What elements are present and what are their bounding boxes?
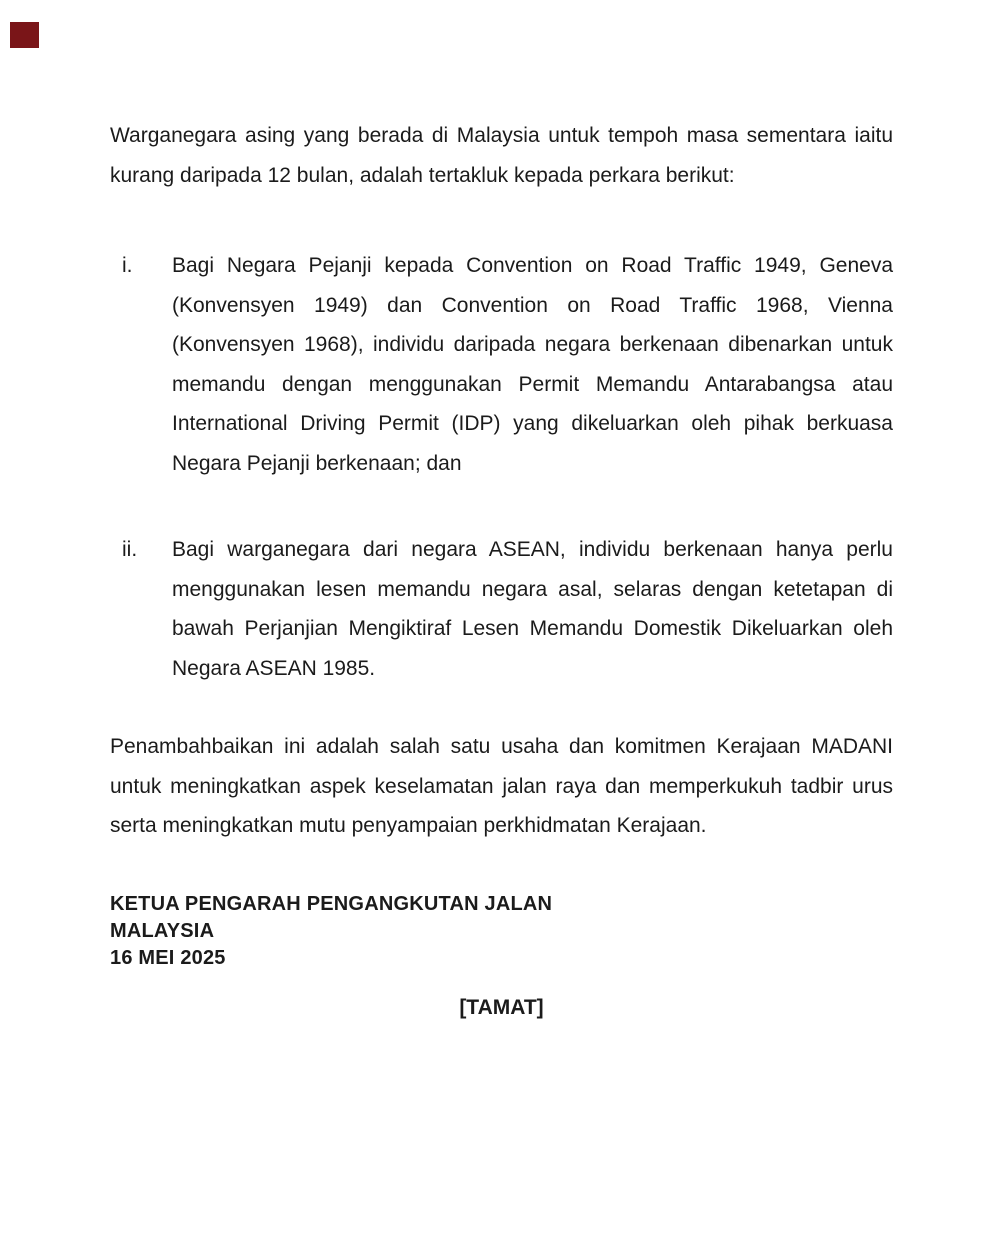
intro-paragraph: Warganegara asing yang berada di Malaysia untuk tempoh masa sementara iaitu kurang daripada 12 bulan, adalah tertakluk kepada perkara berikut: [110, 124, 893, 187]
signature-country: MALAYSIA [110, 919, 215, 942]
list-marker-ii: ii. [122, 538, 138, 561]
signature-date: 16 MEI 2025 [110, 946, 226, 969]
signature-block [110, 891, 893, 972]
closing-paragraph: Penambahbaikan ini adalah salah satu usaha dan komitmen Kerajaan MADANI untuk meningkatkan aspek keselamatan jalan raya dan memperkukuh tadbir urus serta meningkatkan mutu penyampaian perkhidmatan Kerajaan. [110, 735, 893, 837]
end-marker: [TAMAT] [459, 995, 544, 1019]
list-item [110, 246, 893, 483]
list-marker-i: i. [122, 254, 133, 277]
corner-scan-artifact [10, 22, 39, 48]
signature-title: KETUA PENGARAH PENGANGKUTAN JALAN [110, 892, 553, 915]
list-item-i-text: Bagi Negara Pejanji kepada Convention on Road Traffic 1949, Geneva (Konvensyen 1949) dan Convention on Road Traffic 1968, Vienna (Konvensyen 1968), individu daripada negara berkenaan dibenarkan untuk memandu dengan menggunakan Permit Memandu Antarabangsa atau International Driving Permit (IDP) yang dikeluarkan oleh pihak berkuasa Negara Pejanji berkenaan; dan [172, 254, 893, 475]
list-item [110, 530, 893, 688]
numbered-list [110, 246, 893, 688]
list-item-ii-text: Bagi warganegara dari negara ASEAN, individu berkenaan hanya perlu menggunakan lesen memandu negara asal, selaras dengan ketetapan di bawah Perjanjian Mengiktiraf Lesen Memandu Domestik Dikeluarkan oleh Negara ASEAN 1985. [172, 538, 893, 680]
